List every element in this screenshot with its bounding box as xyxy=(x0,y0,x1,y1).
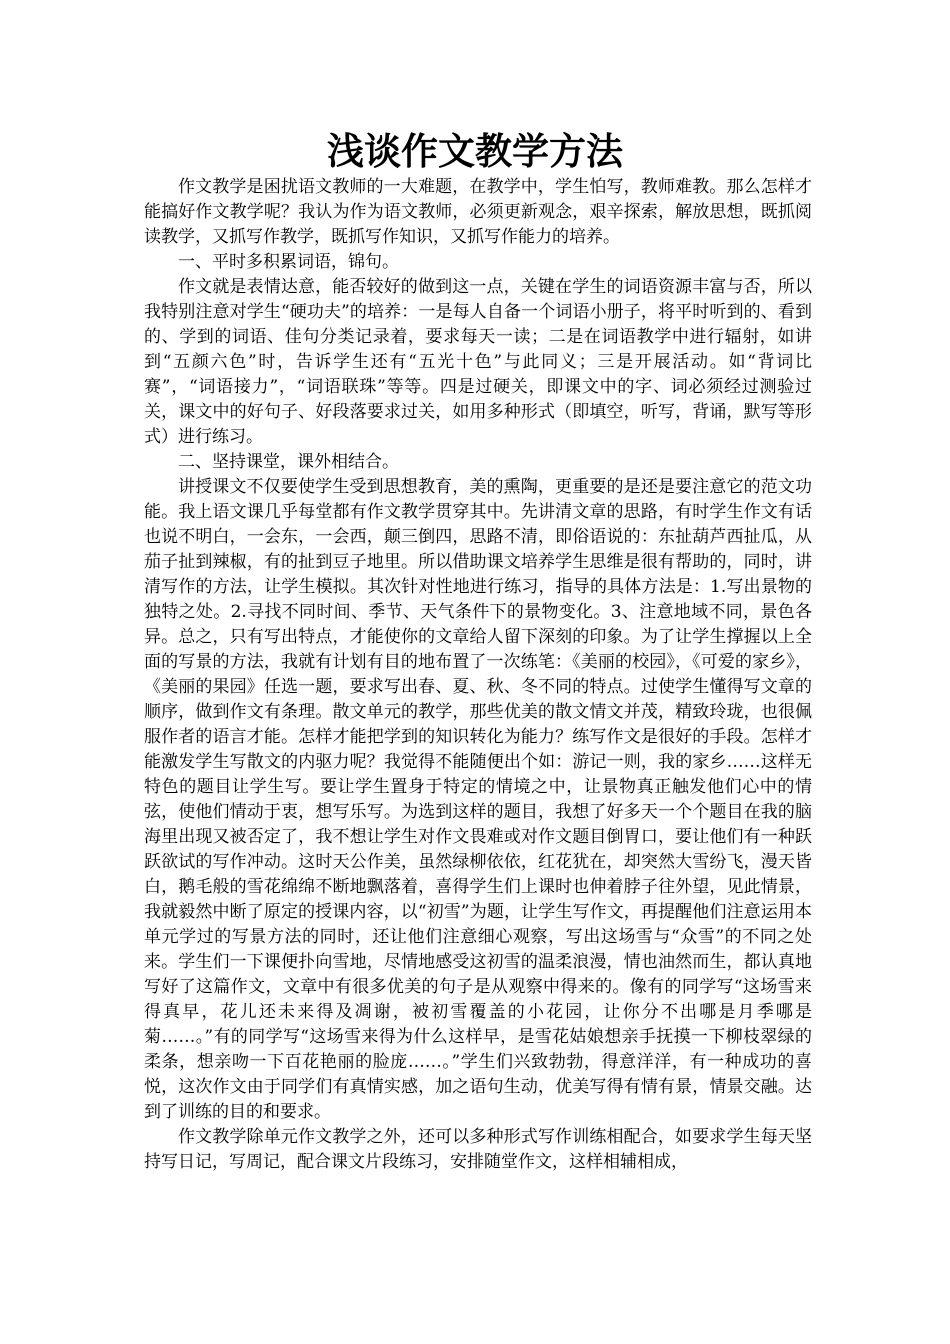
paragraph-intro: 作文教学是困扰语文教师的一大难题，在教学中，学生怕写，教师难教。那么怎样才能搞好作文教学呢？我认为作为语文教师，必须更新观念，艰辛探索，解放思想，既抓阅读教学，又抓写作教学，既抓写作知识，又抓写作能力的培养。 xyxy=(144,177,812,247)
paragraph-continuation: 作文教学除单元作文教学之外，还可以多种形式写作训练相配合，如要求学生每天坚持写日记，写周记，配合课文片段练习，安排随堂作文，这样相辅相成， xyxy=(144,1127,812,1172)
document-body xyxy=(144,175,812,1175)
section-heading-2: 二、坚持课堂，课外相结合。 xyxy=(178,452,399,472)
paragraph-section-2: 讲授课文不仅要使学生受到思想教育，美的熏陶，更重要的是还是要注意它的范文功能。我上语文课几乎每堂都有作文教学贯穿其中。先讲清文章的思路，有时学生作文有话也说不明白，一会东，一会西，颠三倒四，思路不清，即俗语说的：东扯葫芦西扯瓜，从茄子扯到辣椒，有的扯到豆子地里。所以借助课文培养学生思维是很有帮助的，同时，讲清写作的方法，让学生模拟。其次针对性地进行练习，指导的具体方法是：1.写出景物的独特之处。2.寻找不同时间、季节、天气条件下的景物变化。3、注意地域不同，景色各异。总之，只有写出特点，才能使你的文章给人留下深刻的印象。为了让学生撑握以上全面的写景的方法，我就有计划有目的地布置了一次练笔：《美丽的校园》，《可爱的家乡》，《美丽的果园》任选一题，要求写出春、夏、秋、冬不同的特点。过使学生懂得写文章的顺序，做到作文有条理。散文单元的教学，那些优美的散文情文并茂，精致玲珑，也很佩服作者的语言才能。怎样才能把学到的知识转化为能力？练写作文是很好的手段。怎样才能激发学生写散文的内驱力呢？我觉得不能随便出个如：游记一则，我的家乡……这样无特色的题目让学生写。要让学生置身于特定的情境之中，让景物真正触发他们心中的情弦，使他们情动于衷，想写乐写。为选到这样的题目，我想了好多天一个个题目在我的脑海里出现又被否定了，我不想让学生对作文畏难或对作文题目倒胃口，要让他们有一种跃跃欲试的写作冲动。这时天公作美，虽然绿柳依依，红花犹在，却突然大雪纷飞，漫天皆白，鹅毛般的雪花绵绵不断地飘落着，喜得学生们上课时也伸着脖子往外望，见此情景，我就毅然中断了原定的授课内容，以“初雪”为题，让学生写作文，再提醒他们注意运用本单元学过的写景方法的同时，还让他们注意细心观察，写出这场雪与“众雪”的不同之处来。学生们一下课便扑向雪地，尽情地感受这初雪的温柔浪漫，情也油然而生，都认真地写好了这篇作文，文章中有很多优美的句子是从观察中得来的。像有的同学写“这场雪来得真早，花儿还未来得及凋谢，被初雪覆盖的小花园，让你分不出哪是月季哪是菊……。”有的同学写“这场雪来得为什么这样早，是雪花姑娘想亲手抚摸一下柳枝翠绿的柔条，想亲吻一下百花艳丽的脸庞……。”学生们兴致勃勃，得意洋洋，有一种成功的喜悦，这次作文由于同学们有真情实感，加之语句生动，优美写得有情有景，情景交融。达到了训练的目的和要求。 xyxy=(144,477,812,1122)
document-title: 浅谈作文教学方法 xyxy=(327,129,623,173)
paragraph-section-1: 作文就是表情达意，能否较好的做到这一点，关键在学生的词语资源丰富与否，所以我特别注意对学生“硬功夫”的培养：一是每人自备一个词语小册子，将平时听到的、看到的、学到的词语、佳句分类记录着，要求每天一读；二是在词语教学中进行辐射，如讲到“五颜六色”时，告诉学生还有“五光十色”与此同义；三是开展活动。如“背词比赛”，“词语接力”，“词语联珠”等等。四是过硬关，即课文中的字、词必须经过测验过关，课文中的好句子、好段落要求过关，如用多种形式（即填空，听写，背诵，默写等形式）进行练习。 xyxy=(144,277,812,447)
section-heading-1: 一、平时多积累词语，锦句。 xyxy=(178,252,399,272)
